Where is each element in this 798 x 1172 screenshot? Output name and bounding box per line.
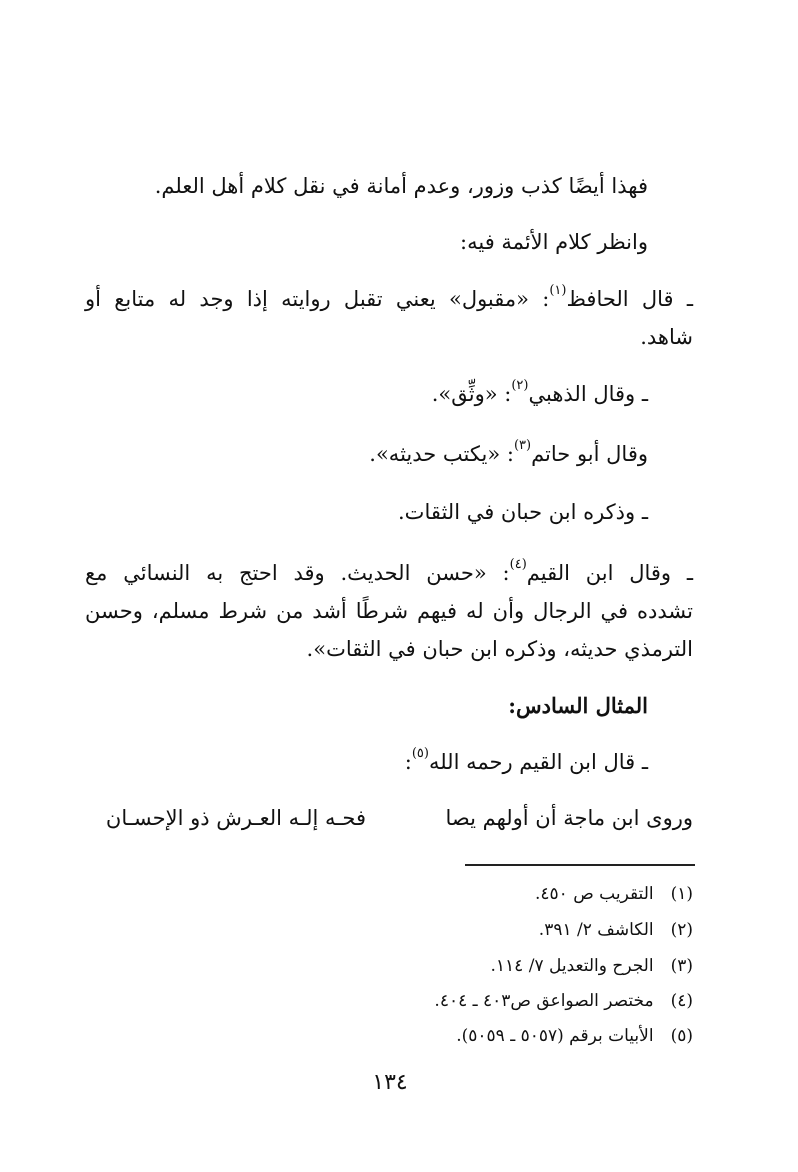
text-run: : «حسن الحديث. وقد احتج به النسائي مع	[85, 561, 510, 585]
footnote-text: الجرح والتعديل ٧/ ١١٤.	[490, 956, 654, 976]
footnote-text: التقريب ص ٤٥٠.	[534, 884, 654, 904]
footnote-number: (٢)	[670, 920, 693, 940]
text-run: وقال أبو حاتم	[531, 442, 648, 466]
footnote-text: الكاشف ٢/ ٣٩١.	[538, 920, 654, 940]
text-run: ـ قال الحافظ	[566, 287, 693, 311]
text-run: ـ وقال ابن القيم	[526, 561, 693, 585]
footnote-number: (٥)	[670, 1026, 693, 1046]
paragraph-line	[85, 557, 693, 589]
text-run: :	[404, 750, 412, 774]
text-run: : «مقبول» يعني تقبل روايته إذا وجد له متابع أو	[85, 287, 550, 311]
paragraph-line	[432, 378, 648, 410]
text-run: : «وثِّق».	[431, 382, 512, 406]
section-heading: المثال السادس:	[508, 693, 648, 718]
paragraph-line: شاهد.	[640, 325, 693, 349]
footnote-ref-2[interactable]: (٢)	[511, 378, 529, 393]
verse-first-hemistich: وروى ابن ماجة أن أولهم يصا	[445, 806, 693, 830]
paragraph-line: فهذا أيضًا كذب وزور، وعدم أمانة في نقل كلام أهل العلم.	[154, 174, 648, 198]
footnote-item	[434, 988, 693, 1014]
paragraph-line: الترمذي حديثه، وذكره ابن حبان في الثقات».	[306, 637, 693, 661]
footnote-number: (٤)	[670, 991, 693, 1011]
text-run: : «يكتب حديثه».	[369, 442, 514, 466]
footnote-ref-3[interactable]: (٣)	[513, 438, 532, 453]
page-number: ١٣٤	[372, 1070, 408, 1095]
footnote-ref-1[interactable]: (١)	[549, 283, 567, 298]
paragraph-line: ـ وذكره ابن حبان في الثقات.	[398, 500, 648, 524]
footnote-item	[456, 1023, 693, 1049]
footnote-ref-5[interactable]: (٥)	[411, 746, 429, 761]
paragraph-line: تشدده في الرجال وأن له فيهم شرطًا أشد من شرط مسلم، وحسن	[85, 599, 693, 623]
paragraph-line: وانظر كلام الأئمة فيه:	[460, 230, 648, 254]
paragraph-line	[405, 746, 648, 778]
text-run: ـ قال ابن القيم رحمه الله	[428, 750, 648, 774]
footnote-text: مختصر الصواعق ص٤٠٣ ـ ٤٠٤.	[434, 991, 654, 1011]
text-run: ـ وقال الذهبي	[528, 382, 648, 406]
paragraph-line	[85, 283, 693, 315]
footnote-text: الأبيات برقم (٥٠٥٧ ـ ٥٠٥٩).	[456, 1026, 654, 1046]
footnote-item	[539, 917, 693, 943]
footnote-item	[490, 953, 693, 979]
footnote-item	[535, 881, 693, 907]
footnote-number: (١)	[670, 884, 693, 904]
footnote-divider	[465, 864, 695, 866]
footnote-ref-4[interactable]: (٤)	[509, 557, 527, 572]
verse-second-hemistich: فحـه إلـه العـرش ذو الإحسـان	[105, 806, 366, 830]
paragraph-line	[369, 438, 648, 470]
footnote-number: (٣)	[670, 956, 693, 976]
